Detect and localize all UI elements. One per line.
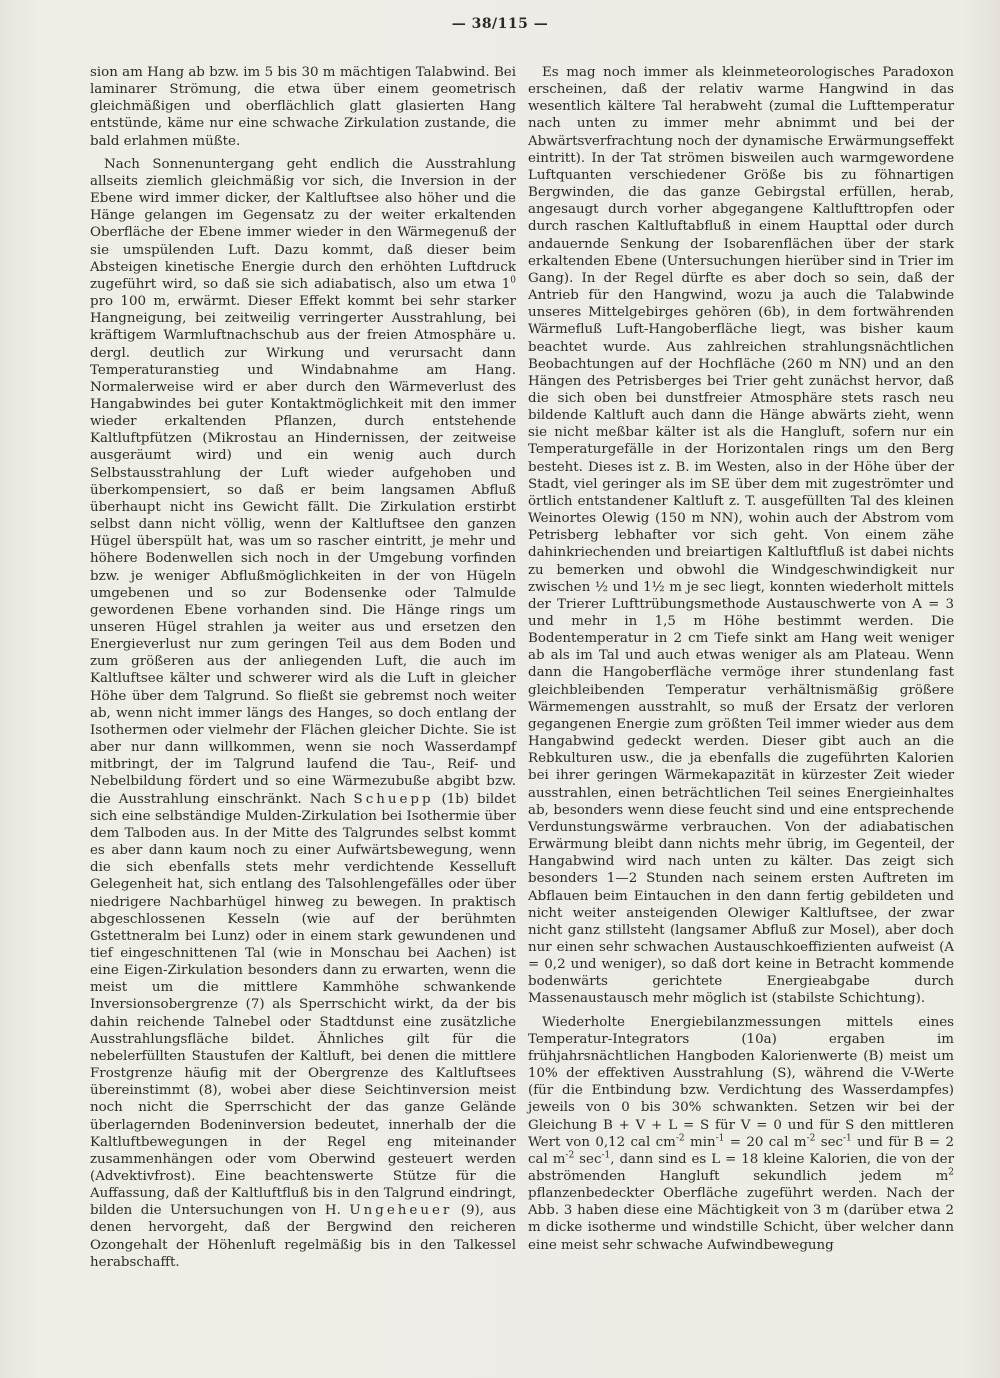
text-run: sion am Hang ab bzw. im 5 bis 30 m mächtigen Talabwind. Bei laminarer Strömung, die etwa über einem geometrisch gleichmäßigen und oberflächlich glatt glasierten Hang entstünde, käme nur eine schwache Zirkulation zustande, die bald erlahmen müßte. [90,65,516,149]
text-run: Es mag noch immer als kleinmeteorologisches Paradoxon erscheinen, daß der relativ warme Hangwind in das wesentlich kältere Tal herabweht (zumal die Lufttemperatur nach unten zu immer mehr abnimmt und bei der Abwärtsverfrachtung noch der dynamische Erwärmungseffekt eintritt). In der Tat strömen bisweilen auch warmgewordene Luftquanten verschiedener Größe bis zu föhnartigen Bergwinden, die das ganze Gebirgstal erfüllen, herab, angesaugt durch vorher abgegangene Kaltlufttropfen oder durch raschen Kaltluftabfluß in einem Haupttal oder durch andauernde Senkung der Isobarenflächen über der stark erkaltenden Ebene (Untersuchungen hierüber sind in Trier im Gang). In der Regel dürfte es aber doch so sein, daß der Antrieb für den Hangwind, wozu ja auch die Talabwinde unseres Mittelgebirges gehören (6b), in dem fortwährenden Wärmefluß Luft-Hangoberfläche liegt, was bisher kaum beachtet wurde. Aus zahlreichen strahlungsnächtlichen Beobachtungen auf der Hochfläche (260 m NN) und an den Hängen des Petrisberges bei Trier geht zunächst hervor, daß die sich oben bei dunstfreier Atmosphäre stets rasch neu bildende Kaltluft auch dann die Hänge abwärts zieht, wenn sie nicht meßbar kälter ist als die Hangluft, sofern nur ein Temperaturgefälle in der Horizontalen rings um den Berg besteht. Dieses ist z. B. im Westen, also in der Höhe über der Stadt, viel geringer als im SE über dem mit zugeströmter und örtlich entstandener Kaltluft z. T. ausgefüllten Tal des kleinen Weinortes Olewig (150 m NN), wohin auch der Abstrom vom Petrisberg lebhafter vor sich geht. Von einem zähe dahinkriechenden und breiartigen Kaltluftfluß ist dabei nichts zu bemerken und obwohl die Windgeschwindigkeit nur zwischen ½ und 1½ m je sec liegt, konnten wiederholt mittels der Trierer Lufttrübungsmethode Austauschwerte von A = 3 und mehr in 1,5 m Höhe bestimmt werden. Die Bodentemperatur in 2 cm Tiefe sinkt am Hang weit weniger ab als im Tal und auch etwas weniger als am Plateau. Wenn dann die Hangoberfläche vermöge ihrer stundenlang fast gleichbleibenden Temperatur verhältnismäßig größere Wärmemengen ausstrahlt, so muß der Ersatz der verloren gegangenen Energie zum größten Teil immer wieder aus dem Hangabwind gedeckt werden. Dieser gibt auch an die Rebkulturen usw., die ja ebenfalls die zugeführten Kalorien bei ihrer geringen Wärmekapazität in kürzester Zeit wieder ausstrahlen, einen beträchtlichen Teil seines Energieinhaltes ab, besonders wenn diese feucht sind und eine entsprechende Verdunstungswärme verbrauchen. Von der adiabatischen Erwärmung bleibt dann nichts mehr übrig, im Gegenteil, der Hangabwind wird nach unten zu kälter. Das zeigt sich besonders 1—2 Stunden nach seinem ersten Auftreten im Abflauen beim Eintauchen in den dann fertig gebildeten und nicht weiter ansteigenden Olewiger Kaltluftsee, der zwar nicht ganz stillsteht (langsamer Abfluß zur Mosel), aber doch nur einen sehr schwachen Austauschkoeffizienten aufweist (A = 0,2 und weniger), so daß dort keine in Betracht kommende bodenwärts gerichtete Energieabgabe durch Massenaustausch mehr möglich ist (stabilste Schichtung). [528,65,954,1007]
paragraph [90,64,516,150]
page-number: — 38/115 — [451,16,549,32]
text-run: , dann sind es L = 18 kleine Kalorien, die von der abströmenden Hangluft sekundlich jedem m [528,1151,954,1184]
text-run: und für B = 2 cal m [528,1134,954,1167]
paragraph [528,64,954,1008]
exponent: -1 [715,1133,725,1144]
left-column [90,64,516,1277]
exponent: -2 [675,1133,685,1144]
text-run: min [684,1134,716,1150]
text-run: (1b) bildet sich eine selbständige Mulden-Zirkulation bei Isothermie über dem Talboden aus. In der Mitte des Talgrundes selbst kommt es aber dann kaum noch zu einer Aufwärtsbewegung, wenn die sich ebenfalls stets mehr verdichtende Kesselluft Gelegenheit hat, sich entlang des Talsohlengefälles oder über niedrigere Nachbarhügel hinweg zu bewegen. In praktisch abgeschlossenen Kesseln (wie auf der berühmten Gstettneralm bei Lunz) oder in einem stark gewundenen und tief eingeschnittenen Tal (wie in Monschau bei Aachen) ist eine Eigen-Zirkulation besonders dann zu erwarten, wenn die meist um die mittlere Kammhöhe schwankende Inversionsobergrenze (7) als Sperrschicht wirkt, da der bis dahin reichende Talnebel oder Stadtdunst eine zusätzliche Ausstrahlungsfläche bildet. Ähnliches gilt für die nebelerfüllten Staustufen der Kaltluft, bei denen die mittlere Frostgrenze häufig mit der Obergrenze des Kaltluftsees übereinstimmt (8), wobei aber diese Seichtinversion meist noch nicht die Sperrschicht der das ganze Gelände überlagernden Bodeninversion bedeutet, innerhalb der die Kaltluftbewegungen in der Regel eng miteinander zusammenhängen oder vom Oberwind gesteuert werden (Advektivfrost). Eine beachtenswerte Stütze für die Auffassung, daß der Kaltluftfluß bis in den Talgrund eindringt, bilden die Untersuchungen von H. [90,791,516,1219]
text-run: Wiederholte Energiebilanzmessungen mittels eines Temperatur-Integrators (10a) ergaben im frühjahrsnächtlichen Hangboden Kalorienwerte (B) meist um 10% der effektiven Ausstrahlung (S), während die V-Werte (für die Entbindung bzw. Verdichtung des Wasserdampfes) jeweils von 0 bis 30% schwankten. Setzen wir bei der Gleichung B + V + L = S für V = 0 und für S den mittleren Wert von 0,12 cal cm [528,1014,954,1150]
text-run: pflanzenbedeckter Oberfläche zugeführt werden. Nach der Abb. 3 haben diese eine Mächtigkeit von 3 m (darüber etwa 2 m dicke isotherme und windstille Schicht, über welcher dann eine meist sehr schwache Aufwindbewegung [528,1186,954,1253]
exponent: -2 [565,1150,575,1161]
text-run: = 20 cal m [724,1134,807,1150]
text-run: sec [815,1134,844,1150]
paragraph [528,1014,954,1254]
exponent: -1 [843,1133,852,1144]
text-run: Nach Sonnenuntergang geht endlich die Ausstrahlung allseits ziemlich gleichmäßig vor sich, die Inversion in der Ebene wird immer dicker, der Kaltluftsee also höher und die Hänge gelangen im Gegensatz zu der weiter erkaltenden Oberfläche der Ebene immer wieder in den Wärmegenuß der sie umspülenden Luft. Dazu kommt, daß dieser beim Absteigen kinetische Energie durch den erhöhten Luftdruck zugeführt wird, so daß sie sich adiabatisch, also um etwa 1 [90,156,516,292]
exponent: -2 [806,1133,816,1144]
exponent: 2 [948,1167,954,1178]
paragraph [90,156,516,1271]
text-run: sec [574,1151,602,1167]
exponent: -1 [601,1150,611,1161]
author-name: Schuepp [353,791,434,807]
text-run: pro 100 m, erwärmt. Dieser Effekt kommt bei sehr starker Hangneigung, bei zeitweilig verringerter Ausstrahlung, bei kräftigem Warmluftnachschub aus der freien Atmosphäre u. dergl. deutlich zur Wirkung und verursacht dann Temperaturanstieg und Windabnahme am Hang. Normalerweise wird er aber durch den Wärmeverlust des Hangabwindes bei guter Kontaktmöglichkeit mit den immer wieder erkaltenden Pflanzen, durch entstehende Kaltluftpfützen (Mikrostau an Hindernissen, der zeitweise ausgeräumt wird) und ein wenig auch durch Selbstausstrahlung der Luft wieder aufgehoben und überkompensiert, so daß er beim langsamen Abfluß überhaupt nicht ins Gewicht fällt. Die Zirkulation erstirbt selbst dann nicht völlig, wenn der Kaltluftsee den ganzen Hügel überspült hat, was um so rascher eintritt, je mehr und höhere Bodenwellen sich noch in der Umgebung vorfinden bzw. je weniger Abflußmöglichkeiten in der von Hügeln umgebenen und so zur Bodensenke oder Talmulde gewordenen Ebene vorhanden sind. Die Hänge rings um unseren Hügel strahlen ja weiter aus und ersetzen den Energieverlust nur zum geringen Teil aus dem Boden und zum größeren aus der anliegenden Luft, die auch im Kaltluftsee kälter und schwerer wird als die Luft in gleicher Höhe über dem Talgrund. So fließt sie gebremst noch weiter ab, wenn nicht immer längs des Hanges, so doch entlang der Isothermen oder vielmehr der Flächen gleicher Dichte. Sie ist aber nur dann willkommen, wenn sie noch Wasserdampf mitbringt, der im Talgrund laufend die Tau-, Reif- und Nebelbildung fördert und so eine Wärmezubuße abgibt bzw. die Ausstrahlung einschränkt. Nach [90,294,516,807]
author-name: Ungeheuer [349,1203,453,1219]
right-column [528,64,954,1260]
text-run: (9), aus denen hervorgeht, daß der Bergwind den reicheren Ozongehalt der Höhenluft regelmäßig bis in den Talkessel herabschafft. [90,1203,517,1270]
degree-superscript: 0 [510,275,516,286]
